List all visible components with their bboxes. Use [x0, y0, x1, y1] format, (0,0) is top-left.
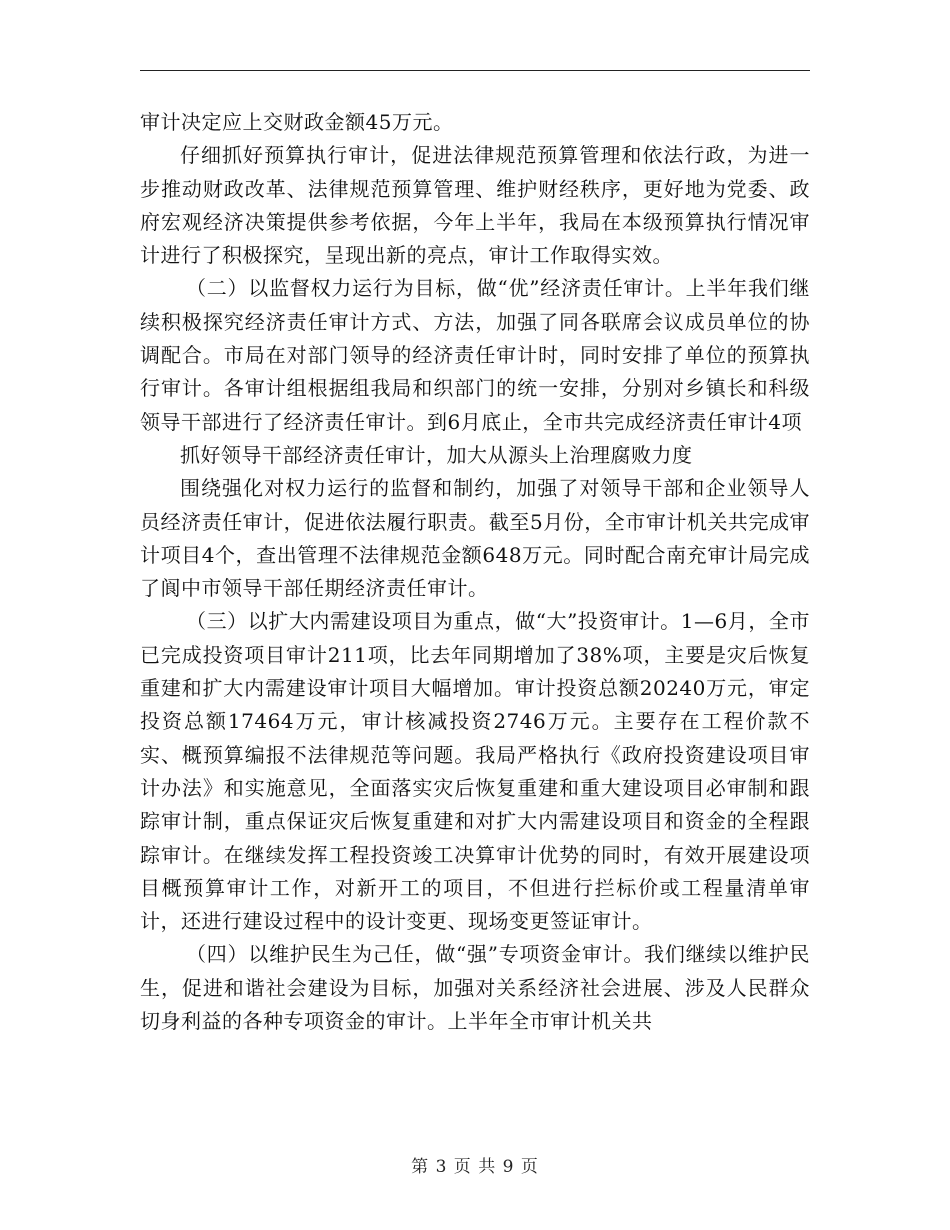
paragraph-7: （四）以维护民生为己任，做“强”专项资金审计。我们继续以维护民生，促进和谐社会建设为目标，加强对关系经济社会进展、涉及人民群众切身利益的各种专项资金的审计。上半年全市审计机关共 — [140, 942, 810, 1034]
paragraph-3: （二）以监督权力运行为目标，做“优”经济责任审计。上半年我们继续积极探究经济责任审计方式、方法，加强了同各联席会议成员单位的协调配合。市局在对部门领导的经济责任审计时，同时安排了单位的预算执行审计。各审计组根据组我局和织部门的统一安排，分别对乡镇长和科级领导干部进行了经济责任审计。到6月底止，全市共完成经济责任审计4项 — [140, 276, 810, 434]
paragraph-5: 围绕强化对权力运行的监督和制约，加强了对领导干部和企业领导人员经济责任审计，促进依法履行职责。截至5月份，全市审计机关共完成审计项目4个，查出管理不法律规范金额648万元。同时配合南充审计局完成了阆中市领导干部任期经济责任审计。 — [140, 476, 810, 601]
document-body — [140, 106, 810, 1038]
paragraph-4-heading: 抓好领导干部经济责任审计，加大从源头上治理腐败力度 — [180, 442, 693, 467]
paragraph-1: 审计决定应上交财政金额45万元。 — [140, 110, 454, 134]
page-number: 第 3 页 共 9 页 — [411, 1157, 539, 1177]
page-footer — [0, 1152, 950, 1177]
header-rule — [140, 70, 810, 71]
paragraph-2: 仔细抓好预算执行审计，促进法律规范预算管理和依法行政，为进一步推动财政改革、法律规范预算管理、维护财经秩序，更好地为党委、政府宏观经济决策提供参考依据，今年上半年，我局在本级预算执行情况审计进行了积极探究，呈现出新的亮点，审计工作取得实效。 — [140, 143, 810, 268]
paragraph-6: （三）以扩大内需建设项目为重点，做“大”投资审计。1—6月，全市已完成投资项目审计211项，比去年同期增加了38%项，主要是灾后恢复重建和扩大内需建设审计项目大幅增加。审计投资总额20240万元，审定投资总额17464万元，审计核减投资2746万元。主要存在工程价款不实、概预算编报不法律规范等问题。我局严格执行《政府投资建设项目审计办法》和实施意见，全面落实灾后恢复重建和重大建设项目必审制和跟踪审计制，重点保证灾后恢复重建和对扩大内需建设项目和资金的全程跟踪审计。在继续发挥工程投资竣工决算审计优势的同时，有效开展建设项目概预算审计工作，对新开工的项目，不但进行拦标价或工程量清单审计，还进行建设过程中的设计变更、现场变更签证审计。 — [140, 609, 810, 934]
